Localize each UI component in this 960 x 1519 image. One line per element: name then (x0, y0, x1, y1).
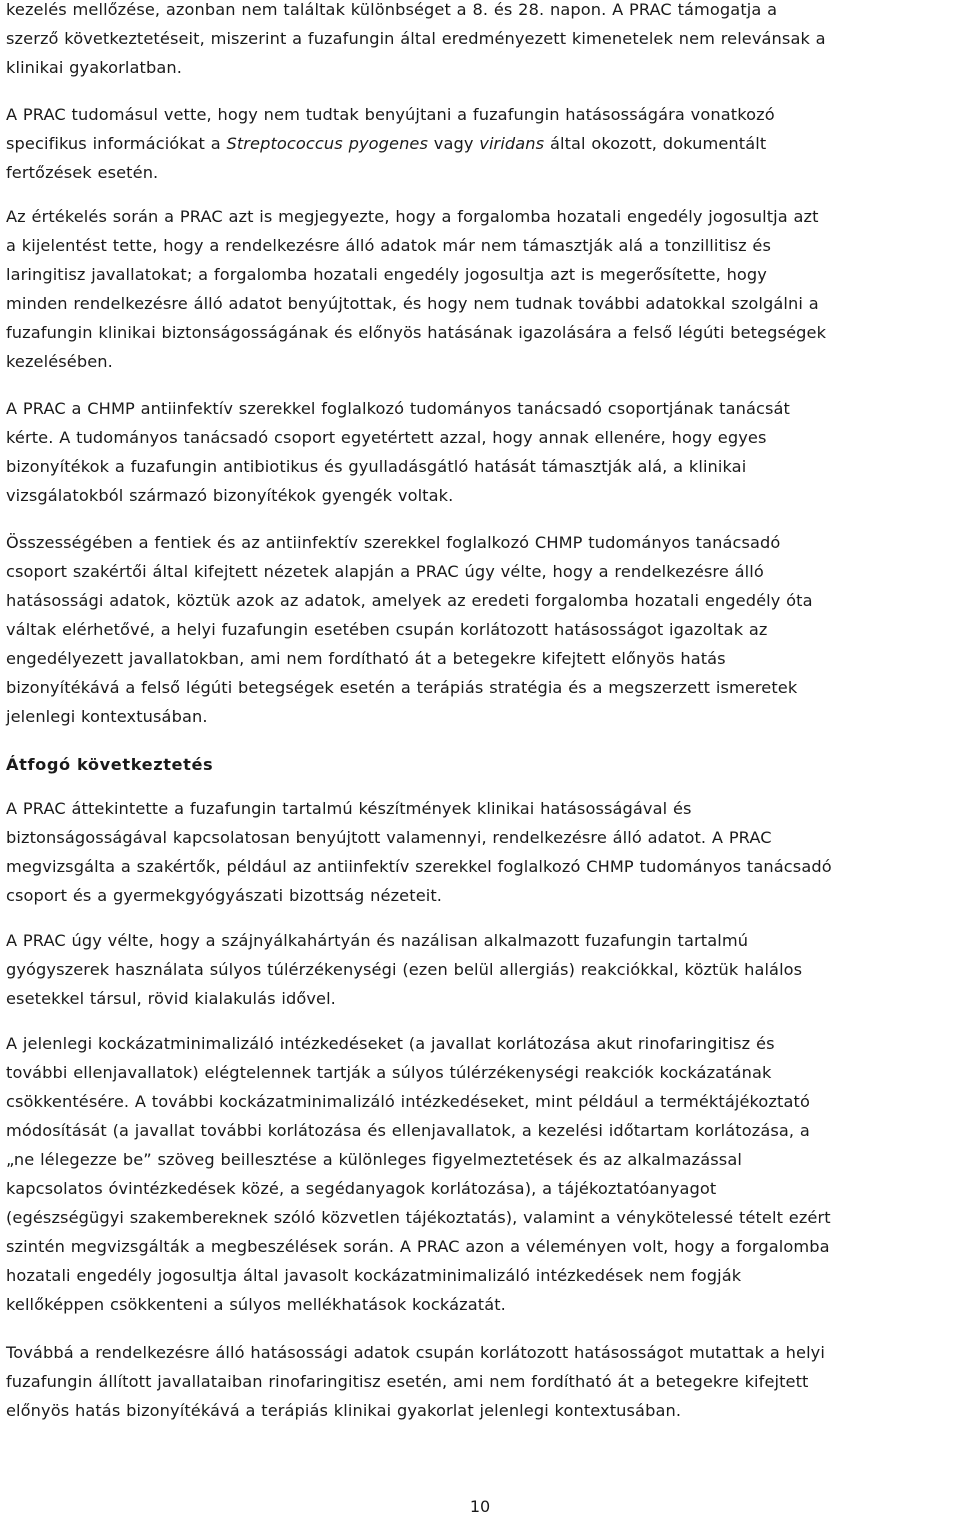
text-line: váltak elérhetővé, a helyi fuzafungin esetében csupán korlátozott hatásosságot igazoltak az (6, 620, 768, 639)
paragraph-p1 (6, 0, 958, 82)
text-line: klinikai gyakorlatban. (6, 58, 182, 77)
text-line: kellőképpen csökkenteni a súlyos mellékhatások kockázatát. (6, 1295, 506, 1314)
paragraph-p3 (6, 202, 958, 376)
text-line: kezelés mellőzése, azonban nem találtak különbséget a 8. és 28. napon. A PRAC támogatja a (6, 0, 778, 19)
text-line: hatásossági adatok, köztük azok az adatok, amelyek az eredeti forgalomba hozatali engedély óta (6, 591, 813, 610)
text-line: fuzafungin klinikai biztonságosságának és előnyös hatásának igazolására a felső légúti betegségek (6, 323, 827, 342)
text-line-with-italics: specifikus információkat a Streptococcus pyogenes vagy viridans által okozott, dokumentált (6, 134, 767, 153)
paragraph-p7 (6, 926, 958, 1013)
text-line: fertőzések esetén. (6, 163, 159, 182)
text-line: kezelésében. (6, 352, 113, 371)
text-line: szintén megvizsgálták a megbeszélések során. A PRAC azon a véleményen volt, hogy a forgalomba (6, 1237, 830, 1256)
text-line: módosítását (a javallat további korlátozása és ellenjavallatok, a kezelési időtartam korlátozása, a (6, 1121, 810, 1140)
text-line: bizonyítékává a felső légúti betegségek esetén a terápiás stratégia és a megszerzett ismeretek (6, 678, 798, 697)
italic-term: viridans (479, 134, 545, 153)
text-line: hozatali engedély jogosultja által javasolt kockázatminimalizáló intézkedések nem fogják (6, 1266, 742, 1285)
paragraph-p5 (6, 528, 958, 731)
text-line: kapcsolatos óvintézkedések közé, a segédanyagok korlátozása), a tájékoztatóanyagot (6, 1179, 717, 1198)
paragraph-p6 (6, 794, 958, 910)
text-line: Összességében a fentiek és az antiinfektív szerekkel foglalkozó CHMP tudományos tanácsadó (6, 533, 781, 552)
text-line: csoport szakértői által kifejtett nézetek alapján a PRAC úgy vélte, hogy a rendelkezésre álló (6, 562, 764, 581)
text-line: A jelenlegi kockázatminimalizáló intézkedéseket (a javallat korlátozása akut rinofaringitisz és (6, 1034, 775, 1053)
text-line: „ne lélegezze be” szöveg beillesztése a különleges figyelmeztetések és az alkalmazással (6, 1150, 742, 1169)
text-line: gyógyszerek használata súlyos túlérzékenységi (ezen belül allergiás) reakciókkal, köztük halálos (6, 960, 803, 979)
text-line: bizonyítékok a fuzafungin antibiotikus és gyulladásgátló hatását támasztják alá, a klinikai (6, 457, 747, 476)
text-line: csoport és a gyermekgyógyászati bizottság nézeteit. (6, 886, 443, 905)
text-line: Továbbá a rendelkezésre álló hatásossági adatok csupán korlátozott hatásosságot mutattak a helyi (6, 1343, 825, 1362)
paragraph-p2 (6, 100, 958, 187)
text-line: A PRAC a CHMP antiinfektív szerekkel foglalkozó tudományos tanácsadó csoportjának tanácsát (6, 399, 790, 418)
text-line: A PRAC úgy vélte, hogy a szájnyálkahártyán és nazálisan alkalmazott fuzafungin tartalmú (6, 931, 749, 950)
text-line: engedélyezett javallatokban, ami nem fordítható át a betegekre kifejtett előnyös hatás (6, 649, 726, 668)
paragraph-p4 (6, 394, 958, 510)
text-line: (egészségügyi szakembereknek szóló közvetlen tájékoztatás), valamint a vénykötelessé tételt ezért (6, 1208, 831, 1227)
text-line: biztonságosságával kapcsolatosan benyújtott valamennyi, rendelkezésre álló adatot. A PRAC (6, 828, 772, 847)
paragraph-p9 (6, 1338, 958, 1425)
text-line: fuzafungin állított javallataiban rinofaringitisz esetén, ami nem fordítható át a betegekre kifejtett (6, 1372, 809, 1391)
text-line: esetekkel társul, rövid kialakulás idővel. (6, 989, 336, 1008)
text-line: A PRAC áttekintette a fuzafungin tartalmú készítmények klinikai hatásosságával és (6, 799, 692, 818)
text-line: megvizsgálta a szakértők, például az antiinfektív szerekkel foglalkozó CHMP tudományos tanácsadó (6, 857, 832, 876)
text-line: vizsgálatokból származó bizonyítékok gyengék voltak. (6, 486, 454, 505)
section-heading: Átfogó következtetés (6, 755, 214, 774)
text-line: A PRAC tudomásul vette, hogy nem tudtak benyújtani a fuzafungin hatásosságára vonatkozó (6, 105, 775, 124)
text-line: további ellenjavallatok) elégtelennek tartják a súlyos túlérzékenységi reakciók kockázatának (6, 1063, 772, 1082)
text-line: előnyös hatás bizonyítékává a terápiás klinikai gyakorlat jelenlegi kontextusában. (6, 1401, 682, 1420)
text-line: szerző következtetéseit, miszerint a fuzafungin által eredményezett kimenetelek nem relevánsak a (6, 29, 826, 48)
text-line: minden rendelkezésre álló adatot benyújtottak, és hogy nem tudnak további adatokkal szolgálni a (6, 294, 819, 313)
text-line: jelenlegi kontextusában. (6, 707, 208, 726)
paragraph-p8 (6, 1029, 958, 1319)
text-line: kérte. A tudományos tanácsadó csoport egyetértett azzal, hogy annak ellenére, hogy egyes (6, 428, 767, 447)
page-number: 10 (469, 1497, 491, 1516)
text-line: laringitisz javallatokat; a forgalomba hozatali engedély jogosultja azt is megerősítette, hogy (6, 265, 767, 284)
text-line: csökkentésére. A további kockázatminimalizáló intézkedéseket, mint például a terméktájékoztató (6, 1092, 810, 1111)
italic-term: Streptococcus pyogenes (226, 134, 429, 153)
text-line: Az értékelés során a PRAC azt is megjegyezte, hogy a forgalomba hozatali engedély jogosultja azt (6, 207, 819, 226)
text-line: a kijelentést tette, hogy a rendelkezésre álló adatok már nem támasztják alá a tonzillitisz és (6, 236, 772, 255)
